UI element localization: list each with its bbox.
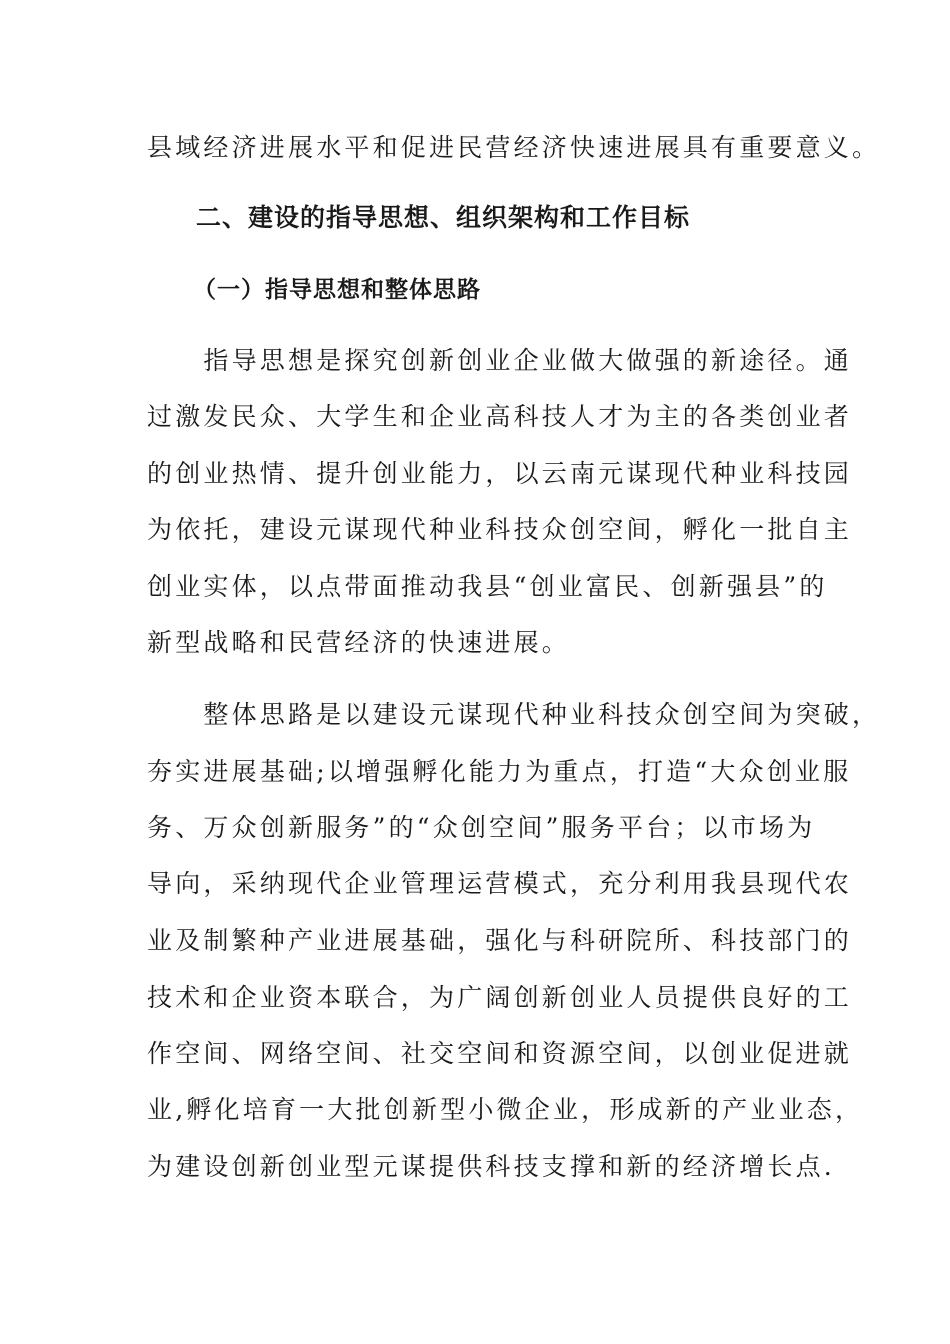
paragraph-line: 为依托，建设元谋现代种业科技众创空间，孵化一批自主 (147, 515, 853, 544)
intro-line: 县域经济进展水平和促进民营经济快速进展具有重要意义。 (147, 133, 881, 162)
paragraph-line: 技术和企业资本联合，为广阔创新创业人员提供良好的工 (147, 983, 853, 1012)
paragraph-line: 夯实进展基础;以增强孵化能力为重点，打造“大众创业服 (147, 757, 852, 786)
section-heading: 二、建设的指导思想、组织架构和工作目标 (196, 203, 691, 232)
paragraph-line: 务、万众创新服务”的“众创空间”服务平台；以市场为 (147, 813, 816, 842)
paragraph-line: 指导思想是探究创新创业企业做大做强的新途径。通 (147, 346, 853, 375)
paragraph-line: 作空间、网络空间、社交空间和资源空间，以创业促进就 (147, 1039, 853, 1068)
paragraph-line: 为建设创新创业型元谋提供科技支撑和新的经济增长点. (147, 1152, 835, 1181)
paragraph-line: 过激发民众、大学生和企业高科技人才为主的各类创业者 (147, 402, 853, 431)
paragraph-line: 业及制繁种产业进展基础，强化与科研院所、科技部门的 (147, 926, 853, 955)
paragraph-line: 创业实体，以点带面推动我县“创业富民、创新强县”的 (147, 572, 828, 601)
paragraph-line: 业,孵化培育一大批创新型小微企业，形成新的产业业态， (147, 1095, 864, 1124)
paragraph-line: 新型战略和民营经济的快速进展。 (147, 628, 571, 657)
paragraph-line: 导向，采纳现代企业管理运营模式，充分利用我县现代农 (147, 869, 853, 898)
paragraph-line: 的创业热情、提升创业能力，以云南元谋现代种业科技园 (147, 459, 853, 488)
subsection-heading: （一）指导思想和整体思路 (193, 277, 481, 303)
paragraph-line: 整体思路是以建设元谋现代种业科技众创空间为突破， (147, 700, 881, 729)
